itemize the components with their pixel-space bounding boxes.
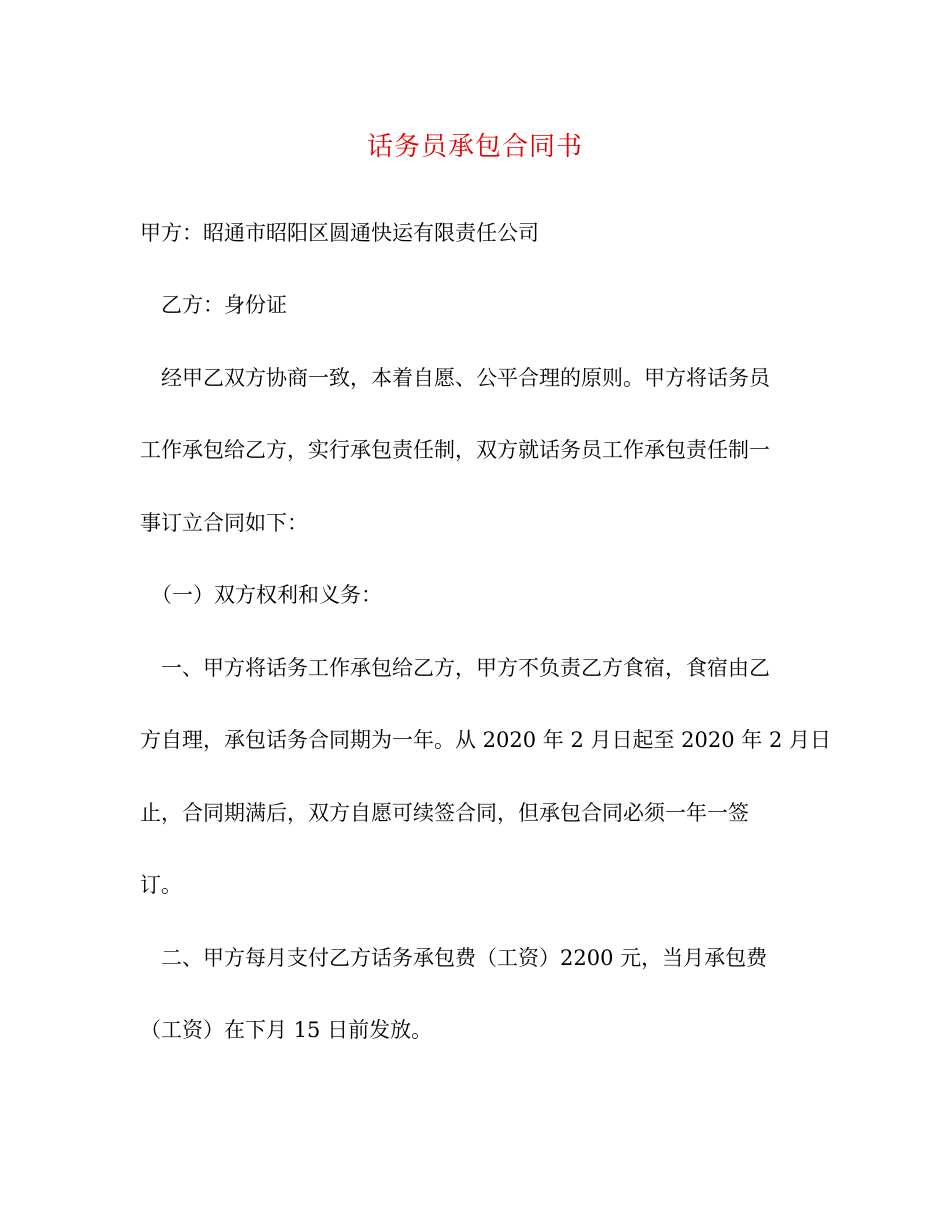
party-a-line: 甲方：昭通市昭阳区圆通快运有限责任公司 — [140, 221, 539, 245]
clause-line: 止，合同期满后，双方自愿可续签合同，但承包合同必须一年一签 — [140, 801, 749, 825]
clause-line: （工资）在下月 15 日前发放。 — [140, 1018, 433, 1042]
section-heading: （一）双方权利和义务： — [151, 583, 382, 607]
document-title: 话务员承包合同书 — [366, 132, 583, 162]
paragraph-line: 工作承包给乙方，实行承包责任制，双方就话务员工作承包责任制一 — [140, 438, 770, 462]
paragraph-line: 事订立合同如下： — [140, 511, 308, 535]
paragraph-line: 经甲乙双方协商一致，本着自愿、公平合理的原则。甲方将话务员 — [161, 366, 770, 390]
party-b-line: 乙方：身份证 — [161, 293, 287, 317]
clause-line: 方自理，承包话务合同期为一年。从 2020 年 2 月日起至 2020 年 2 月日 — [140, 728, 832, 752]
clause-line: 订。 — [140, 873, 182, 897]
clause-line: 一、甲方将话务工作承包给乙方，甲方不负责乙方食宿，食宿由乙 — [161, 656, 770, 680]
clause-line: 二、甲方每月支付乙方话务承包费（工资）2200 元，当月承包费 — [161, 946, 768, 970]
